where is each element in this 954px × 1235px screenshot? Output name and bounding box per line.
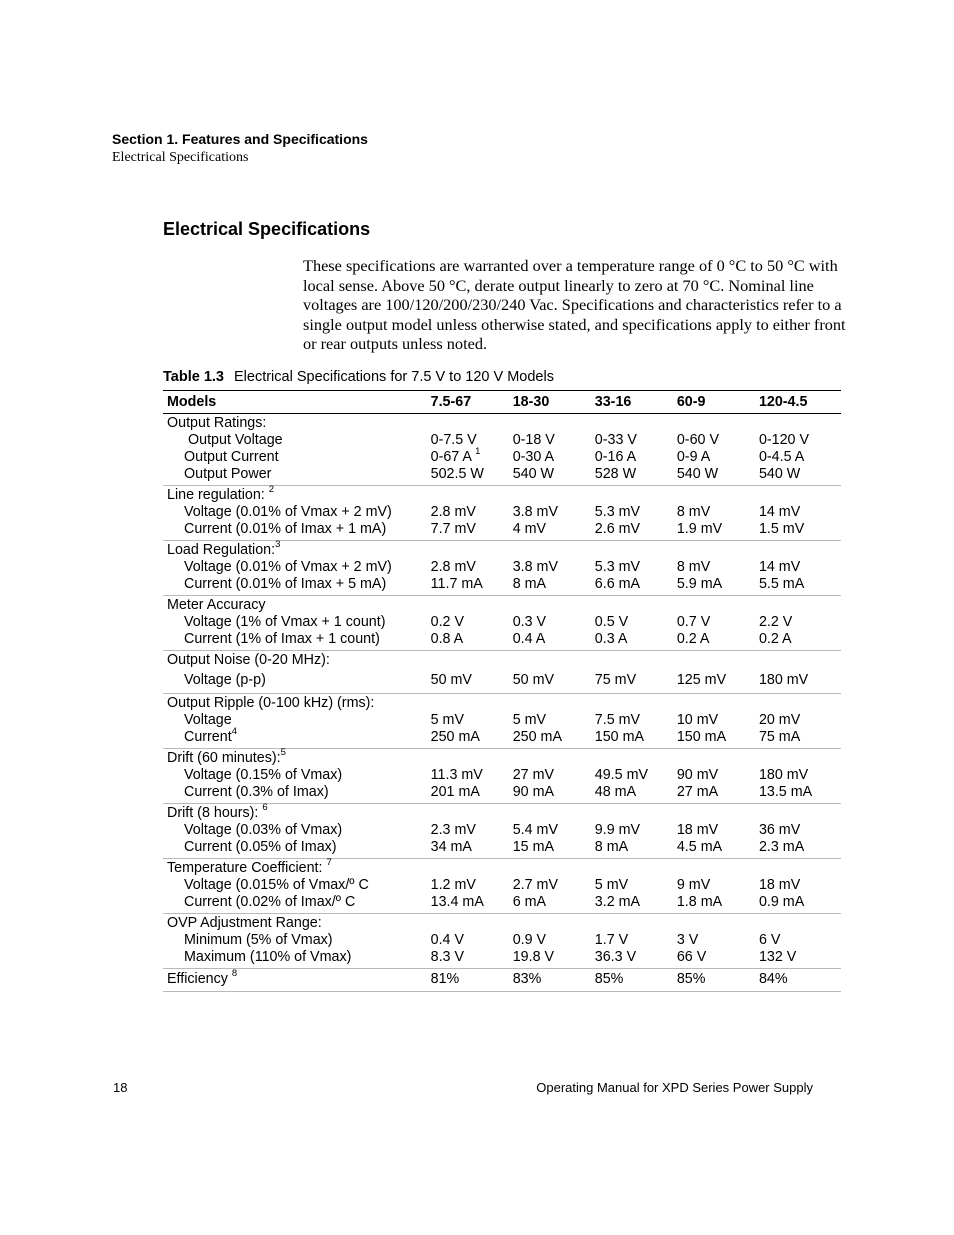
table-cell: 0.9 mA — [758, 894, 805, 910]
table-cell: 27 mA — [676, 784, 719, 800]
group-title: Temperature Coefficient: $^7$ — [167, 857, 332, 876]
table-cell: 0.4 V — [430, 932, 465, 948]
table-cell: 2.8 mV — [430, 559, 476, 575]
group-drift-8-hours — [163, 804, 841, 859]
table-row — [163, 466, 841, 483]
table-cell: 11.3 mV — [430, 767, 483, 783]
intro-paragraph: These specifications are warranted over a temperature range of 0 °C to 50 °C with local sense. Above 50 °C, derate output linearly to zero at 70 °C. Nominal line voltages are 100/120/200/230/240 Vac. Specifications and characteristics refer to a single output model unless otherwise stated, and specifications apply to either front or rear outputs unless noted. — [303, 256, 846, 354]
table-cell: 540 W — [676, 466, 719, 482]
table-cell: 13.5 mA — [758, 784, 813, 800]
table-cell: 2.8 mV — [430, 504, 476, 520]
group-efficiency — [163, 969, 841, 992]
table-row — [163, 576, 841, 593]
table-cell: 5.9 mA — [676, 576, 723, 592]
group-ovp-adjustment-range — [163, 914, 841, 969]
row-label: Minimum (5% of Vmax) — [184, 932, 333, 948]
table-cell: 528 W — [594, 466, 637, 482]
table-cell: 0-16 A — [594, 449, 637, 465]
table-cell: 0.3 A — [594, 631, 628, 647]
table-cell: 14 mV — [758, 504, 801, 520]
page-number: 18 — [113, 1080, 128, 1095]
footnote-marker: 7 — [326, 857, 332, 869]
row-label: Output Voltage — [188, 432, 283, 448]
table-cell: 8.3 V — [430, 949, 465, 965]
table-cell: 2.2 V — [758, 614, 793, 630]
table-cell: 81% — [430, 971, 460, 987]
group-title: Drift (8 hours): $^6$ — [167, 802, 268, 821]
table-cell: 0.9 V — [512, 932, 547, 948]
group-title: Output Ripple (0-100 kHz) (rms): — [167, 695, 375, 711]
row-label: Current (0.02% of Imax/º C — [184, 894, 356, 910]
table-cell: 0.3 V — [512, 614, 547, 630]
table-cell: 11.7 mA — [430, 576, 483, 592]
table-cell: 85% — [594, 971, 624, 987]
table-cell: 48 mA — [594, 784, 637, 800]
running-header-section: Section 1. Features and Specifications — [112, 131, 368, 147]
row-label: Current (0.01% of Imax + 1 mA) — [184, 521, 387, 537]
row-label: Voltage (0.01% of Vmax + 2 mV) — [184, 504, 392, 520]
group-title: Load Regulation:$^3$ — [167, 539, 281, 558]
table-row — [163, 614, 841, 631]
group-line-regulation — [163, 486, 841, 541]
table-cell: 36 mV — [758, 822, 801, 838]
table-cell: 75 mV — [594, 672, 637, 688]
table-cell: 150 mA — [594, 729, 645, 745]
footnote-marker: 6 — [262, 802, 268, 814]
table-cell: 1.2 mV — [430, 877, 476, 893]
row-label: Maximum (110% of Vmax) — [184, 949, 352, 965]
table-row — [163, 631, 841, 648]
table-cell: 90 mA — [512, 784, 555, 800]
table-row — [163, 894, 841, 911]
group-title-row — [163, 539, 841, 559]
group-title: Drift (60 minutes):$^5$ — [167, 747, 286, 766]
table-cell: 5.3 mV — [594, 504, 641, 520]
table-cell: 18 mV — [758, 877, 801, 893]
table-cell: 0-60 V — [676, 432, 719, 448]
table-cell: 8 mA — [512, 576, 547, 592]
table-cell: 9.9 mV — [594, 822, 641, 838]
table-cell: 0.2 A — [676, 631, 710, 647]
table-cell: 0-18 V — [512, 432, 555, 448]
table-cell: 9 mV — [676, 877, 711, 893]
table-cell: 19.8 V — [512, 949, 555, 965]
table-row — [163, 712, 841, 729]
table-cell: 5 mV — [594, 877, 629, 893]
page-heading: Electrical Specifications — [163, 219, 371, 239]
table-row — [163, 968, 841, 988]
table-cell: 4.5 mA — [676, 839, 723, 855]
group-title-row — [163, 597, 841, 614]
table-cell: 6 V — [758, 932, 781, 948]
table-cell: 18 mV — [676, 822, 719, 838]
group-title-row — [163, 415, 841, 432]
table-cell: 7.7 mV — [430, 521, 476, 537]
group-title-row — [163, 802, 841, 822]
table-cell: 8 mV — [676, 504, 711, 520]
table-row — [163, 559, 841, 576]
table-cell: 2.7 mV — [512, 877, 558, 893]
table-cell: 0.2 V — [430, 614, 465, 630]
table-cell: 250 mA — [430, 729, 480, 745]
column-header-model: 120-4.5 — [758, 394, 808, 410]
table-cell: 5.5 mA — [758, 576, 805, 592]
table-cell: 0.5 V — [594, 614, 629, 630]
group-title: OVP Adjustment Range: — [167, 915, 322, 931]
group-output-ratings — [163, 414, 841, 486]
table-cell: 0-9 A — [676, 449, 711, 465]
group-title: Output Ratings: — [167, 415, 267, 431]
group-load-regulation — [163, 541, 841, 596]
footnote-marker: 8 — [231, 968, 238, 980]
table-cell: 2.3 mV — [430, 822, 476, 838]
row-label: Voltage (0.15% of Vmax) — [184, 767, 343, 783]
table-cell: 85% — [676, 971, 706, 987]
footnote-marker: 5 — [280, 747, 286, 759]
table-cell: 13.4 mA — [430, 894, 484, 910]
group-title: Meter Accuracy — [167, 597, 266, 613]
table-cell: 540 W — [758, 466, 801, 482]
running-header-subsection: Electrical Specifications — [112, 150, 249, 165]
table-cell: 0.4 A — [512, 631, 546, 647]
table-cell: 250 mA — [512, 729, 562, 745]
table-cell: 5.4 mV — [512, 822, 558, 838]
row-label: Output Power — [184, 466, 272, 482]
table-cell: 36.3 V — [594, 949, 637, 965]
table-caption-text: Electrical Specifications for 7.5 V to 120 V Models — [233, 369, 554, 385]
table-cell: 0.2 A — [758, 631, 792, 647]
table-cell: 10 mV — [676, 712, 719, 728]
group-title-row — [163, 652, 841, 669]
table-cell: 7.5 mV — [594, 712, 641, 728]
table-row — [163, 726, 841, 746]
row-label: Voltage (0.015% of Vmax/º C — [184, 877, 369, 893]
table-row — [163, 949, 841, 966]
table-cell: 15 mA — [512, 839, 555, 855]
table-cell: 0-120 V — [758, 432, 810, 448]
table-cell: 3.8 mV — [512, 504, 558, 520]
group-title-row — [163, 857, 841, 877]
table-cell: 201 mA — [430, 784, 480, 800]
table-header-row — [163, 390, 841, 414]
footnote-marker: 4 — [231, 726, 237, 738]
group-drift-60-minutes — [163, 749, 841, 804]
table-cell: 0-7.5 V — [430, 432, 477, 448]
table-row — [163, 767, 841, 784]
table-row — [163, 432, 841, 449]
table-cell: 1.8 mA — [676, 894, 723, 910]
table-caption — [163, 369, 554, 385]
group-output-noise — [163, 651, 841, 694]
table-row — [163, 504, 841, 521]
table-cell: 8 mV — [676, 559, 711, 575]
table-row — [163, 446, 841, 466]
table-cell: 502.5 W — [430, 466, 484, 482]
table-cell: 8 mA — [594, 839, 629, 855]
table-cell: 150 mA — [676, 729, 727, 745]
table-cell: 5 mV — [512, 712, 547, 728]
table-cell: 180 mV — [758, 672, 809, 688]
table-row — [163, 669, 841, 691]
table-cell: 0.8 A — [430, 631, 464, 647]
row-label: Voltage (0.01% of Vmax + 2 mV) — [184, 559, 392, 575]
row-label: Voltage (p-p) — [184, 672, 266, 688]
column-header-model: 18-30 — [512, 394, 550, 410]
footnote-marker: 3 — [275, 539, 281, 551]
table-cell: 84% — [758, 971, 788, 987]
table-cell: 3.8 mV — [512, 559, 558, 575]
table-cell: 0-4.5 A — [758, 449, 805, 465]
table-row — [163, 784, 841, 801]
row-label: Current (1% of Imax + 1 count) — [184, 631, 380, 647]
table-cell: 5.3 mV — [594, 559, 641, 575]
row-label: Current$^4$ — [184, 726, 237, 745]
group-title-row — [163, 484, 841, 504]
table-row — [163, 877, 841, 894]
table-cell: 50 mV — [512, 672, 555, 688]
table-cell: 0.7 V — [676, 614, 711, 630]
group-title: Efficiency $^8$ — [167, 968, 238, 987]
table-cell: 6.6 mA — [594, 576, 641, 592]
table-cell: 27 mV — [512, 767, 555, 783]
table-cell: 20 mV — [758, 712, 801, 728]
table-cell: 3.2 mA — [594, 894, 641, 910]
table-row — [163, 932, 841, 949]
group-title: Line regulation: $^2$ — [167, 484, 275, 503]
table-cell: 50 mV — [430, 672, 472, 688]
table-cell: 1.9 mV — [676, 521, 723, 537]
table-cell: 2.3 mA — [758, 839, 805, 855]
table-row — [163, 521, 841, 538]
column-header-model: 60-9 — [676, 394, 706, 410]
table-cell: 90 mV — [676, 767, 719, 783]
table-cell: 3 V — [676, 932, 699, 948]
table-cell: 0-33 V — [594, 432, 637, 448]
table-cell: 180 mV — [758, 767, 809, 783]
table-cell: 4 mV — [512, 521, 547, 537]
table-cell: 132 V — [758, 949, 797, 965]
row-label: Current (0.01% of Imax + 5 mA) — [184, 576, 387, 592]
table-cell: 75 mA — [758, 729, 801, 745]
group-title: Output Noise (0-20 MHz): — [167, 652, 330, 668]
table-cell: 6 mA — [512, 894, 547, 910]
table-cell: 14 mV — [758, 559, 801, 575]
group-title-row — [163, 695, 841, 712]
table-cell: 125 mV — [676, 672, 727, 688]
footnote-marker: 2 — [268, 484, 275, 496]
table-cell: 83% — [512, 971, 542, 987]
table-row — [163, 839, 841, 856]
electrical-specifications-table — [163, 390, 841, 992]
table-cell: 0-67 A $^1$ — [430, 446, 481, 465]
table-caption-number: Table 1.3 — [163, 369, 224, 385]
table-cell: 540 W — [512, 466, 555, 482]
row-label: Voltage (1% of Vmax + 1 count) — [184, 614, 386, 630]
column-header-model: 33-16 — [594, 394, 632, 410]
group-temperature-coefficient — [163, 859, 841, 914]
row-label: Current (0.05% of Imax) — [184, 839, 337, 855]
table-cell: 1.7 V — [594, 932, 629, 948]
group-title-row — [163, 747, 841, 767]
table-cell: 66 V — [676, 949, 707, 965]
row-label: Voltage — [184, 712, 232, 728]
table-cell: 34 mA — [430, 839, 472, 855]
row-label: Current (0.3% of Imax) — [184, 784, 329, 800]
table-row — [163, 822, 841, 839]
table-cell: 2.6 mV — [594, 521, 641, 537]
column-header-models: Models — [167, 394, 217, 410]
group-output-ripple — [163, 694, 841, 749]
row-label: Voltage (0.03% of Vmax) — [184, 822, 343, 838]
table-cell: 1.5 mV — [758, 521, 805, 537]
column-header-model: 7.5-67 — [430, 394, 472, 410]
row-label: Output Current — [184, 449, 279, 465]
group-meter-accuracy — [163, 596, 841, 651]
group-title-row — [163, 915, 841, 932]
table-cell: 0-30 A — [512, 449, 555, 465]
table-cell: 5 mV — [430, 712, 464, 728]
table-cell: 49.5 mV — [594, 767, 649, 783]
footnote-marker: 1 — [475, 446, 481, 458]
footer-manual-title: Operating Manual for XPD Series Power Supply — [536, 1080, 813, 1095]
